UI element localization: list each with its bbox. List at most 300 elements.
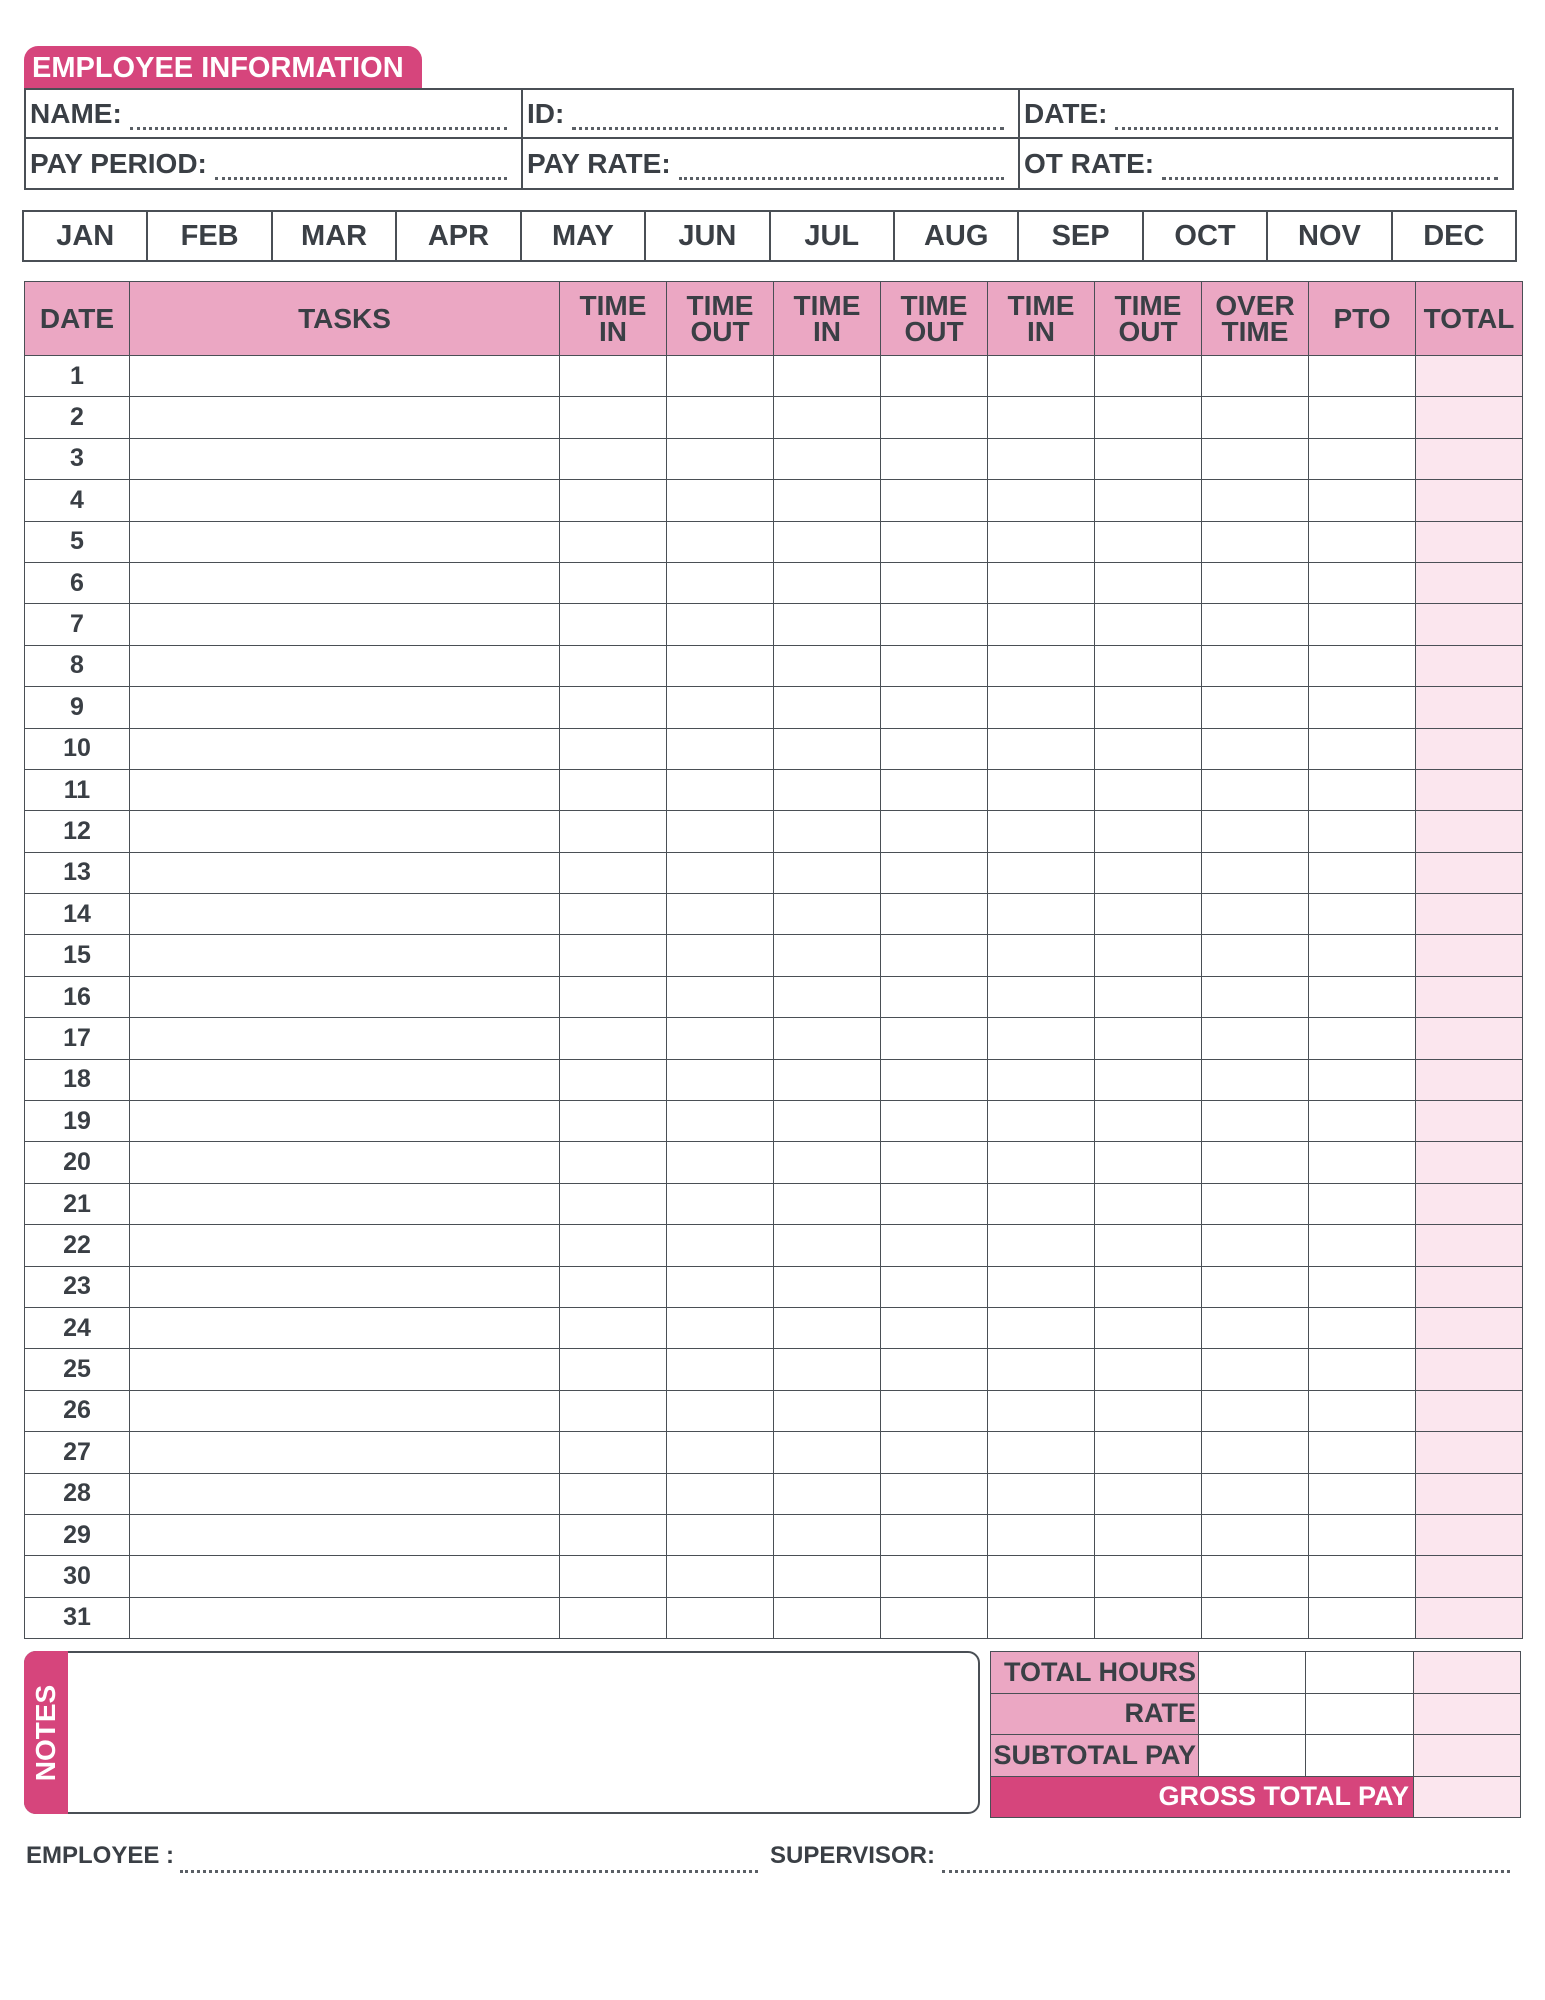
task-cell[interactable] — [130, 356, 560, 397]
time-cell[interactable] — [667, 1307, 774, 1348]
total-cell[interactable] — [1416, 480, 1523, 521]
time-cell[interactable] — [560, 1266, 667, 1307]
time-cell[interactable] — [774, 438, 881, 479]
time-cell[interactable] — [1202, 769, 1309, 810]
id-line[interactable] — [572, 108, 1004, 130]
time-cell[interactable] — [1202, 976, 1309, 1017]
time-cell[interactable] — [560, 438, 667, 479]
time-cell[interactable] — [1095, 1142, 1202, 1183]
rate-cell[interactable] — [1199, 1693, 1306, 1735]
time-cell[interactable] — [1309, 687, 1416, 728]
time-cell[interactable] — [1202, 894, 1309, 935]
time-cell[interactable] — [560, 1101, 667, 1142]
task-cell[interactable] — [130, 645, 560, 686]
time-cell[interactable] — [1309, 1225, 1416, 1266]
time-cell[interactable] — [667, 1183, 774, 1224]
time-cell[interactable] — [667, 356, 774, 397]
time-cell[interactable] — [1202, 1473, 1309, 1514]
time-cell[interactable] — [774, 1183, 881, 1224]
time-cell[interactable] — [774, 811, 881, 852]
time-cell[interactable] — [560, 1018, 667, 1059]
date-line[interactable] — [1115, 108, 1498, 130]
time-cell[interactable] — [1309, 1142, 1416, 1183]
time-cell[interactable] — [774, 1556, 881, 1597]
time-cell[interactable] — [560, 397, 667, 438]
time-cell[interactable] — [988, 1307, 1095, 1348]
time-cell[interactable] — [774, 562, 881, 603]
time-cell[interactable] — [988, 1556, 1095, 1597]
time-cell[interactable] — [1202, 811, 1309, 852]
total-cell[interactable] — [1416, 728, 1523, 769]
time-cell[interactable] — [1202, 1349, 1309, 1390]
time-cell[interactable] — [560, 604, 667, 645]
time-cell[interactable] — [881, 1432, 988, 1473]
time-cell[interactable] — [1309, 894, 1416, 935]
employee-signature-line[interactable] — [180, 1870, 758, 1873]
time-cell[interactable] — [988, 769, 1095, 810]
total-hours-cell[interactable] — [1199, 1652, 1306, 1694]
id-field[interactable] — [523, 90, 1020, 139]
month-may[interactable]: MAY — [522, 212, 646, 260]
time-cell[interactable] — [774, 645, 881, 686]
time-cell[interactable] — [1095, 397, 1202, 438]
time-cell[interactable] — [1202, 604, 1309, 645]
time-cell[interactable] — [1095, 811, 1202, 852]
time-cell[interactable] — [1095, 935, 1202, 976]
total-cell[interactable] — [1416, 1556, 1523, 1597]
time-cell[interactable] — [774, 1514, 881, 1555]
time-cell[interactable] — [774, 356, 881, 397]
total-cell[interactable] — [1416, 438, 1523, 479]
pay-rate-line[interactable] — [679, 158, 1004, 180]
time-cell[interactable] — [1309, 1018, 1416, 1059]
task-cell[interactable] — [130, 1266, 560, 1307]
time-cell[interactable] — [988, 1059, 1095, 1100]
total-cell[interactable] — [1416, 1101, 1523, 1142]
total-cell[interactable] — [1416, 356, 1523, 397]
time-cell[interactable] — [988, 1018, 1095, 1059]
time-cell[interactable] — [560, 728, 667, 769]
time-cell[interactable] — [667, 935, 774, 976]
time-cell[interactable] — [988, 728, 1095, 769]
rate-cell[interactable] — [1306, 1693, 1414, 1735]
time-cell[interactable] — [881, 521, 988, 562]
time-cell[interactable] — [667, 976, 774, 1017]
time-cell[interactable] — [988, 935, 1095, 976]
time-cell[interactable] — [881, 1349, 988, 1390]
time-cell[interactable] — [988, 521, 1095, 562]
time-cell[interactable] — [1309, 1349, 1416, 1390]
time-cell[interactable] — [1202, 1390, 1309, 1431]
time-cell[interactable] — [988, 687, 1095, 728]
month-nov[interactable]: NOV — [1268, 212, 1392, 260]
task-cell[interactable] — [130, 1101, 560, 1142]
time-cell[interactable] — [1202, 645, 1309, 686]
task-cell[interactable] — [130, 1225, 560, 1266]
time-cell[interactable] — [881, 811, 988, 852]
total-cell[interactable] — [1416, 1349, 1523, 1390]
time-cell[interactable] — [1095, 1183, 1202, 1224]
time-cell[interactable] — [560, 1390, 667, 1431]
time-cell[interactable] — [881, 894, 988, 935]
time-cell[interactable] — [1202, 1018, 1309, 1059]
time-cell[interactable] — [881, 1183, 988, 1224]
task-cell[interactable] — [130, 562, 560, 603]
time-cell[interactable] — [988, 1473, 1095, 1514]
total-cell[interactable] — [1416, 769, 1523, 810]
time-cell[interactable] — [667, 894, 774, 935]
date-field[interactable] — [1020, 90, 1512, 139]
time-cell[interactable] — [1202, 1556, 1309, 1597]
time-cell[interactable] — [774, 894, 881, 935]
time-cell[interactable] — [774, 728, 881, 769]
time-cell[interactable] — [560, 769, 667, 810]
time-cell[interactable] — [1202, 1514, 1309, 1555]
time-cell[interactable] — [560, 687, 667, 728]
time-cell[interactable] — [1309, 397, 1416, 438]
month-jun[interactable]: JUN — [646, 212, 770, 260]
time-cell[interactable] — [1202, 1266, 1309, 1307]
time-cell[interactable] — [988, 480, 1095, 521]
time-cell[interactable] — [988, 1266, 1095, 1307]
task-cell[interactable] — [130, 728, 560, 769]
task-cell[interactable] — [130, 480, 560, 521]
total-cell[interactable] — [1416, 1390, 1523, 1431]
time-cell[interactable] — [881, 1225, 988, 1266]
time-cell[interactable] — [1095, 1597, 1202, 1638]
time-cell[interactable] — [1202, 687, 1309, 728]
task-cell[interactable] — [130, 1349, 560, 1390]
time-cell[interactable] — [1309, 1514, 1416, 1555]
time-cell[interactable] — [988, 1183, 1095, 1224]
time-cell[interactable] — [667, 1266, 774, 1307]
time-cell[interactable] — [988, 1390, 1095, 1431]
time-cell[interactable] — [1309, 1597, 1416, 1638]
total-cell[interactable] — [1416, 1514, 1523, 1555]
time-cell[interactable] — [667, 1473, 774, 1514]
time-cell[interactable] — [667, 438, 774, 479]
time-cell[interactable] — [774, 1266, 881, 1307]
time-cell[interactable] — [774, 480, 881, 521]
time-cell[interactable] — [988, 811, 1095, 852]
time-cell[interactable] — [881, 1597, 988, 1638]
time-cell[interactable] — [881, 645, 988, 686]
time-cell[interactable] — [560, 1307, 667, 1348]
time-cell[interactable] — [667, 769, 774, 810]
total-cell[interactable] — [1416, 1473, 1523, 1514]
subtotal-pay-value[interactable] — [1414, 1735, 1521, 1777]
time-cell[interactable] — [881, 769, 988, 810]
notes-area[interactable] — [24, 1651, 980, 1814]
time-cell[interactable] — [881, 852, 988, 893]
time-cell[interactable] — [1095, 562, 1202, 603]
task-cell[interactable] — [130, 976, 560, 1017]
time-cell[interactable] — [1095, 604, 1202, 645]
time-cell[interactable] — [881, 480, 988, 521]
time-cell[interactable] — [988, 894, 1095, 935]
time-cell[interactable] — [1095, 1266, 1202, 1307]
time-cell[interactable] — [774, 1349, 881, 1390]
time-cell[interactable] — [560, 645, 667, 686]
time-cell[interactable] — [560, 811, 667, 852]
total-cell[interactable] — [1416, 935, 1523, 976]
time-cell[interactable] — [988, 438, 1095, 479]
total-cell[interactable] — [1416, 604, 1523, 645]
time-cell[interactable] — [774, 1307, 881, 1348]
time-cell[interactable] — [881, 1101, 988, 1142]
time-cell[interactable] — [1095, 1101, 1202, 1142]
time-cell[interactable] — [1309, 1390, 1416, 1431]
time-cell[interactable] — [774, 1473, 881, 1514]
total-cell[interactable] — [1416, 562, 1523, 603]
time-cell[interactable] — [1095, 1307, 1202, 1348]
time-cell[interactable] — [1309, 480, 1416, 521]
time-cell[interactable] — [1309, 852, 1416, 893]
time-cell[interactable] — [774, 1225, 881, 1266]
total-cell[interactable] — [1416, 1225, 1523, 1266]
time-cell[interactable] — [1202, 1307, 1309, 1348]
time-cell[interactable] — [1095, 894, 1202, 935]
time-cell[interactable] — [1202, 1142, 1309, 1183]
time-cell[interactable] — [988, 604, 1095, 645]
time-cell[interactable] — [667, 811, 774, 852]
task-cell[interactable] — [130, 438, 560, 479]
task-cell[interactable] — [130, 604, 560, 645]
time-cell[interactable] — [1095, 976, 1202, 1017]
time-cell[interactable] — [881, 356, 988, 397]
task-cell[interactable] — [130, 397, 560, 438]
time-cell[interactable] — [1095, 521, 1202, 562]
time-cell[interactable] — [1309, 645, 1416, 686]
time-cell[interactable] — [560, 356, 667, 397]
month-mar[interactable]: MAR — [273, 212, 397, 260]
time-cell[interactable] — [774, 1059, 881, 1100]
time-cell[interactable] — [1095, 1390, 1202, 1431]
time-cell[interactable] — [1309, 521, 1416, 562]
time-cell[interactable] — [1095, 1473, 1202, 1514]
time-cell[interactable] — [988, 356, 1095, 397]
time-cell[interactable] — [774, 1142, 881, 1183]
task-cell[interactable] — [130, 1556, 560, 1597]
time-cell[interactable] — [881, 1142, 988, 1183]
time-cell[interactable] — [560, 935, 667, 976]
time-cell[interactable] — [667, 397, 774, 438]
task-cell[interactable] — [130, 935, 560, 976]
time-cell[interactable] — [667, 1349, 774, 1390]
time-cell[interactable] — [667, 562, 774, 603]
time-cell[interactable] — [988, 1597, 1095, 1638]
time-cell[interactable] — [1309, 1101, 1416, 1142]
total-cell[interactable] — [1416, 1183, 1523, 1224]
time-cell[interactable] — [667, 728, 774, 769]
subtotal-pay-cell[interactable] — [1199, 1735, 1306, 1777]
time-cell[interactable] — [1095, 1349, 1202, 1390]
time-cell[interactable] — [774, 604, 881, 645]
name-field[interactable] — [26, 90, 523, 139]
time-cell[interactable] — [881, 1307, 988, 1348]
subtotal-pay-cell[interactable] — [1306, 1735, 1414, 1777]
time-cell[interactable] — [560, 1183, 667, 1224]
time-cell[interactable] — [774, 935, 881, 976]
time-cell[interactable] — [881, 604, 988, 645]
total-cell[interactable] — [1416, 1597, 1523, 1638]
month-aug[interactable]: AUG — [895, 212, 1019, 260]
time-cell[interactable] — [988, 1225, 1095, 1266]
total-cell[interactable] — [1416, 1307, 1523, 1348]
month-oct[interactable]: OCT — [1144, 212, 1268, 260]
time-cell[interactable] — [560, 1059, 667, 1100]
time-cell[interactable] — [1202, 1225, 1309, 1266]
time-cell[interactable] — [667, 1059, 774, 1100]
total-cell[interactable] — [1416, 1432, 1523, 1473]
time-cell[interactable] — [988, 397, 1095, 438]
time-cell[interactable] — [774, 521, 881, 562]
time-cell[interactable] — [988, 1349, 1095, 1390]
task-cell[interactable] — [130, 1514, 560, 1555]
time-cell[interactable] — [1095, 1514, 1202, 1555]
time-cell[interactable] — [560, 1142, 667, 1183]
time-cell[interactable] — [881, 1473, 988, 1514]
time-cell[interactable] — [1202, 1101, 1309, 1142]
time-cell[interactable] — [667, 1142, 774, 1183]
time-cell[interactable] — [667, 852, 774, 893]
total-cell[interactable] — [1416, 852, 1523, 893]
time-cell[interactable] — [1095, 480, 1202, 521]
ot-rate-field[interactable] — [1020, 139, 1512, 188]
time-cell[interactable] — [1202, 562, 1309, 603]
month-dec[interactable]: DEC — [1423, 219, 1485, 252]
time-cell[interactable] — [560, 562, 667, 603]
time-cell[interactable] — [774, 1597, 881, 1638]
time-cell[interactable] — [988, 976, 1095, 1017]
pay-period-line[interactable] — [215, 158, 507, 180]
time-cell[interactable] — [881, 1059, 988, 1100]
time-cell[interactable] — [1202, 1432, 1309, 1473]
time-cell[interactable] — [1095, 1018, 1202, 1059]
rate-value[interactable] — [1414, 1693, 1521, 1735]
total-cell[interactable] — [1416, 521, 1523, 562]
time-cell[interactable] — [667, 1514, 774, 1555]
time-cell[interactable] — [667, 687, 774, 728]
total-cell[interactable] — [1416, 1059, 1523, 1100]
total-cell[interactable] — [1416, 1018, 1523, 1059]
task-cell[interactable] — [130, 1183, 560, 1224]
time-cell[interactable] — [1095, 645, 1202, 686]
time-cell[interactable] — [1095, 1556, 1202, 1597]
task-cell[interactable] — [130, 811, 560, 852]
time-cell[interactable] — [881, 562, 988, 603]
time-cell[interactable] — [881, 935, 988, 976]
total-hours-value[interactable] — [1414, 1652, 1521, 1694]
time-cell[interactable] — [560, 1432, 667, 1473]
time-cell[interactable] — [560, 1514, 667, 1555]
time-cell[interactable] — [881, 397, 988, 438]
time-cell[interactable] — [1202, 1183, 1309, 1224]
time-cell[interactable] — [667, 604, 774, 645]
time-cell[interactable] — [774, 852, 881, 893]
time-cell[interactable] — [1202, 1059, 1309, 1100]
time-cell[interactable] — [667, 521, 774, 562]
time-cell[interactable] — [560, 894, 667, 935]
time-cell[interactable] — [881, 687, 988, 728]
total-cell[interactable] — [1416, 1266, 1523, 1307]
time-cell[interactable] — [1202, 852, 1309, 893]
time-cell[interactable] — [774, 1018, 881, 1059]
time-cell[interactable] — [774, 1101, 881, 1142]
task-cell[interactable] — [130, 894, 560, 935]
month-jul[interactable]: JUL — [771, 212, 895, 260]
time-cell[interactable] — [774, 1432, 881, 1473]
time-cell[interactable] — [560, 976, 667, 1017]
task-cell[interactable] — [130, 1597, 560, 1638]
time-cell[interactable] — [774, 769, 881, 810]
time-cell[interactable] — [1309, 1266, 1416, 1307]
time-cell[interactable] — [1202, 397, 1309, 438]
time-cell[interactable] — [667, 1101, 774, 1142]
total-cell[interactable] — [1416, 976, 1523, 1017]
time-cell[interactable] — [1095, 728, 1202, 769]
gross-total-pay-value[interactable] — [1414, 1776, 1521, 1818]
task-cell[interactable] — [130, 852, 560, 893]
time-cell[interactable] — [881, 976, 988, 1017]
time-cell[interactable] — [988, 1514, 1095, 1555]
time-cell[interactable] — [667, 1432, 774, 1473]
time-cell[interactable] — [774, 1390, 881, 1431]
time-cell[interactable] — [1095, 852, 1202, 893]
time-cell[interactable] — [560, 521, 667, 562]
task-cell[interactable] — [130, 687, 560, 728]
month-jan[interactable]: JAN — [24, 212, 148, 260]
time-cell[interactable] — [1309, 1183, 1416, 1224]
time-cell[interactable] — [667, 1225, 774, 1266]
time-cell[interactable] — [988, 1432, 1095, 1473]
time-cell[interactable] — [881, 1514, 988, 1555]
time-cell[interactable] — [1202, 728, 1309, 769]
time-cell[interactable] — [1202, 1597, 1309, 1638]
time-cell[interactable] — [1309, 1556, 1416, 1597]
time-cell[interactable] — [560, 1473, 667, 1514]
time-cell[interactable] — [1309, 1059, 1416, 1100]
month-feb[interactable]: FEB — [148, 212, 272, 260]
time-cell[interactable] — [1309, 769, 1416, 810]
time-cell[interactable] — [774, 397, 881, 438]
time-cell[interactable] — [1309, 976, 1416, 1017]
time-cell[interactable] — [1095, 1059, 1202, 1100]
time-cell[interactable] — [560, 852, 667, 893]
time-cell[interactable] — [988, 1142, 1095, 1183]
month-apr[interactable]: APR — [397, 212, 521, 260]
time-cell[interactable] — [1095, 1225, 1202, 1266]
time-cell[interactable] — [988, 645, 1095, 686]
time-cell[interactable] — [1309, 438, 1416, 479]
time-cell[interactable] — [881, 1266, 988, 1307]
time-cell[interactable] — [1095, 687, 1202, 728]
time-cell[interactable] — [1309, 1473, 1416, 1514]
time-cell[interactable] — [1309, 728, 1416, 769]
task-cell[interactable] — [130, 521, 560, 562]
time-cell[interactable] — [988, 852, 1095, 893]
task-cell[interactable] — [130, 1307, 560, 1348]
time-cell[interactable] — [1202, 356, 1309, 397]
time-cell[interactable] — [881, 1390, 988, 1431]
time-cell[interactable] — [1095, 1432, 1202, 1473]
total-cell[interactable] — [1416, 397, 1523, 438]
time-cell[interactable] — [988, 1101, 1095, 1142]
time-cell[interactable] — [774, 976, 881, 1017]
time-cell[interactable] — [1095, 769, 1202, 810]
total-cell[interactable] — [1416, 645, 1523, 686]
time-cell[interactable] — [1202, 480, 1309, 521]
